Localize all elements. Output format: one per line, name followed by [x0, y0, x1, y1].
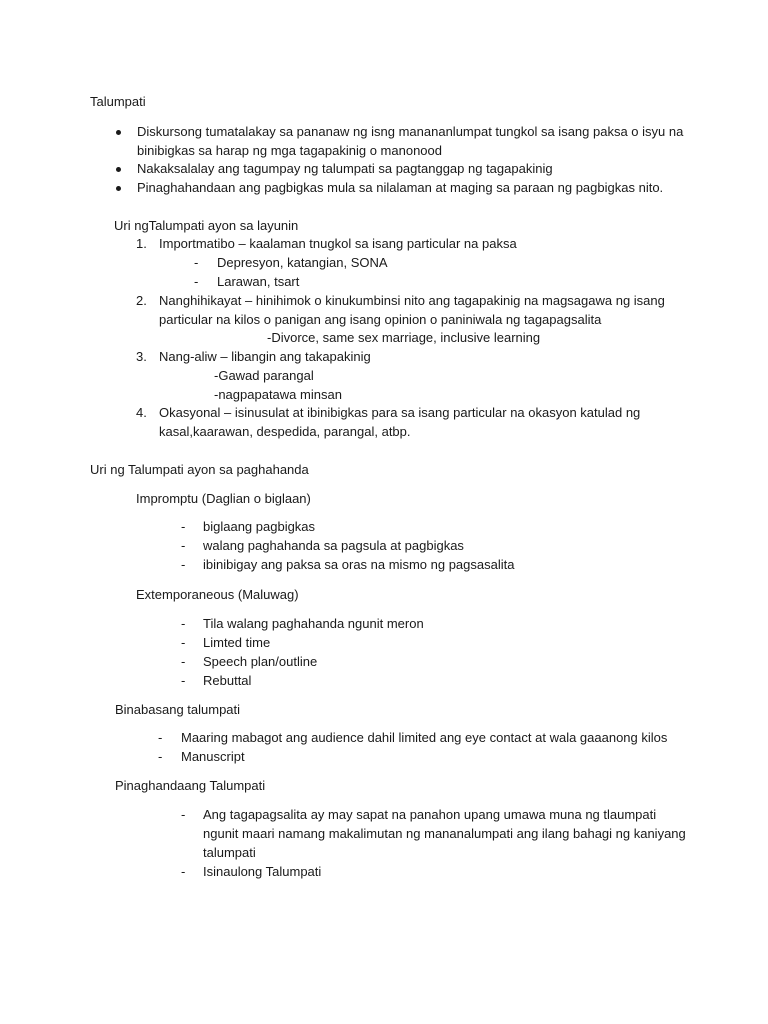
sub-item-text: Depresyon, katangian, SONA	[217, 255, 388, 270]
list-number: 3.	[136, 349, 147, 364]
sub-item-text-continued: talumpati	[203, 845, 256, 860]
list-number: 1.	[136, 236, 147, 251]
list-item-text-continued: kasal,kaarawan, despedida, parangal, atbp.	[159, 424, 411, 439]
document-title: Talumpati	[90, 94, 146, 109]
sub-item-text: walang paghahanda sa pagsula at pagbigkas	[203, 538, 464, 553]
sub-item-text: Speech plan/outline	[203, 654, 318, 669]
list-item-text: Nanghihikayat – hinihimok o kinukumbinsi nito ang tagapakinig na magsagawa ng isang	[159, 293, 665, 308]
dash-marker: -	[181, 616, 186, 631]
sub-item-text: Larawan, tsart	[217, 274, 300, 289]
sub-item-text: Limted time	[203, 635, 271, 650]
subsection-heading-impromptu: Impromptu (Daglian o biglaan)	[136, 491, 311, 506]
sub-item-text: Tila walang paghahanda ngunit meron	[203, 616, 424, 631]
sub-item-text: Manuscript	[181, 749, 245, 764]
list-number: 2.	[136, 293, 147, 308]
sub-item-text: Maaring mabagot ang audience dahil limited ang eye contact at wala gaaanong kilos	[181, 730, 668, 745]
sub-item-text: ibinibigay ang paksa sa oras na mismo ng pagsasalita	[203, 557, 515, 572]
bullet-marker	[116, 186, 121, 191]
sub-item-text: Ang tagapagsalita ay may sapat na panahon upang umawa muna ng tlaumpati	[203, 807, 657, 822]
list-item-text-continued: particular na kilos o panigan ang isang opinion o paniniwala ng tagapagsalita	[159, 312, 602, 327]
dash-marker: -	[158, 749, 163, 764]
dash-marker: -	[181, 654, 186, 669]
bullet-marker	[116, 167, 121, 172]
sub-item-text: -Divorce, same sex marriage, inclusive learning	[267, 330, 541, 345]
section-heading-layunin: Uri ngTalumpati ayon sa layunin	[114, 218, 299, 233]
subsection-heading-binabasa: Binabasang talumpati	[115, 702, 241, 717]
bullet-text: Nakaksalalay ang tagumpay ng talumpati sa pagtanggap ng tagapakinig	[137, 161, 553, 176]
section-heading-paghahanda: Uri ng Talumpati ayon sa paghahanda	[90, 462, 309, 477]
sub-item-text: -nagpapatawa minsan	[214, 387, 342, 402]
dash-marker: -	[181, 635, 186, 650]
sub-item-text: biglaang pagbigkas	[203, 519, 316, 534]
dash-marker: -	[194, 255, 199, 270]
bullet-marker	[116, 130, 121, 135]
dash-marker: -	[181, 673, 186, 688]
sub-item-text: -Gawad parangal	[214, 368, 314, 383]
subsection-heading-pinaghandaan: Pinaghandaang Talumpati	[115, 778, 266, 793]
list-number: 4.	[136, 405, 147, 420]
list-item-text: Importmatibo – kaalaman tnugkol sa isang particular na paksa	[159, 236, 517, 251]
dash-marker: -	[181, 519, 186, 534]
dash-marker: -	[181, 538, 186, 553]
subsection-heading-extemporaneous: Extemporaneous (Maluwag)	[136, 587, 299, 602]
dash-marker: -	[158, 730, 163, 745]
list-item-text: Nang-aliw – libangin ang takapakinig	[159, 349, 371, 364]
sub-item-text-continued: ngunit maari namang makalimutan ng mananalumpati ang ilang bahagi ng kaniyang	[203, 826, 686, 841]
bullet-text-continued: binibigkas sa harap ng mga tagapakinig o manonood	[137, 143, 442, 158]
dash-marker: -	[194, 274, 199, 289]
sub-item-text: Isinaulong Talumpati	[203, 864, 322, 879]
bullet-text: Pinaghahandaan ang pagbigkas mula sa nilalaman at maging sa paraan ng pagbigkas nito.	[137, 180, 664, 195]
bullet-text: Diskursong tumatalakay sa pananaw ng isng manananlumpat tungkol sa isang paksa o isyu na	[137, 124, 684, 139]
dash-marker: -	[181, 807, 186, 822]
dash-marker: -	[181, 557, 186, 572]
dash-marker: -	[181, 864, 186, 879]
sub-item-text: Rebuttal	[203, 673, 252, 688]
list-item-text: Okasyonal – isinusulat at ibinibigkas para sa isang particular na okasyon katulad ng	[159, 405, 641, 420]
